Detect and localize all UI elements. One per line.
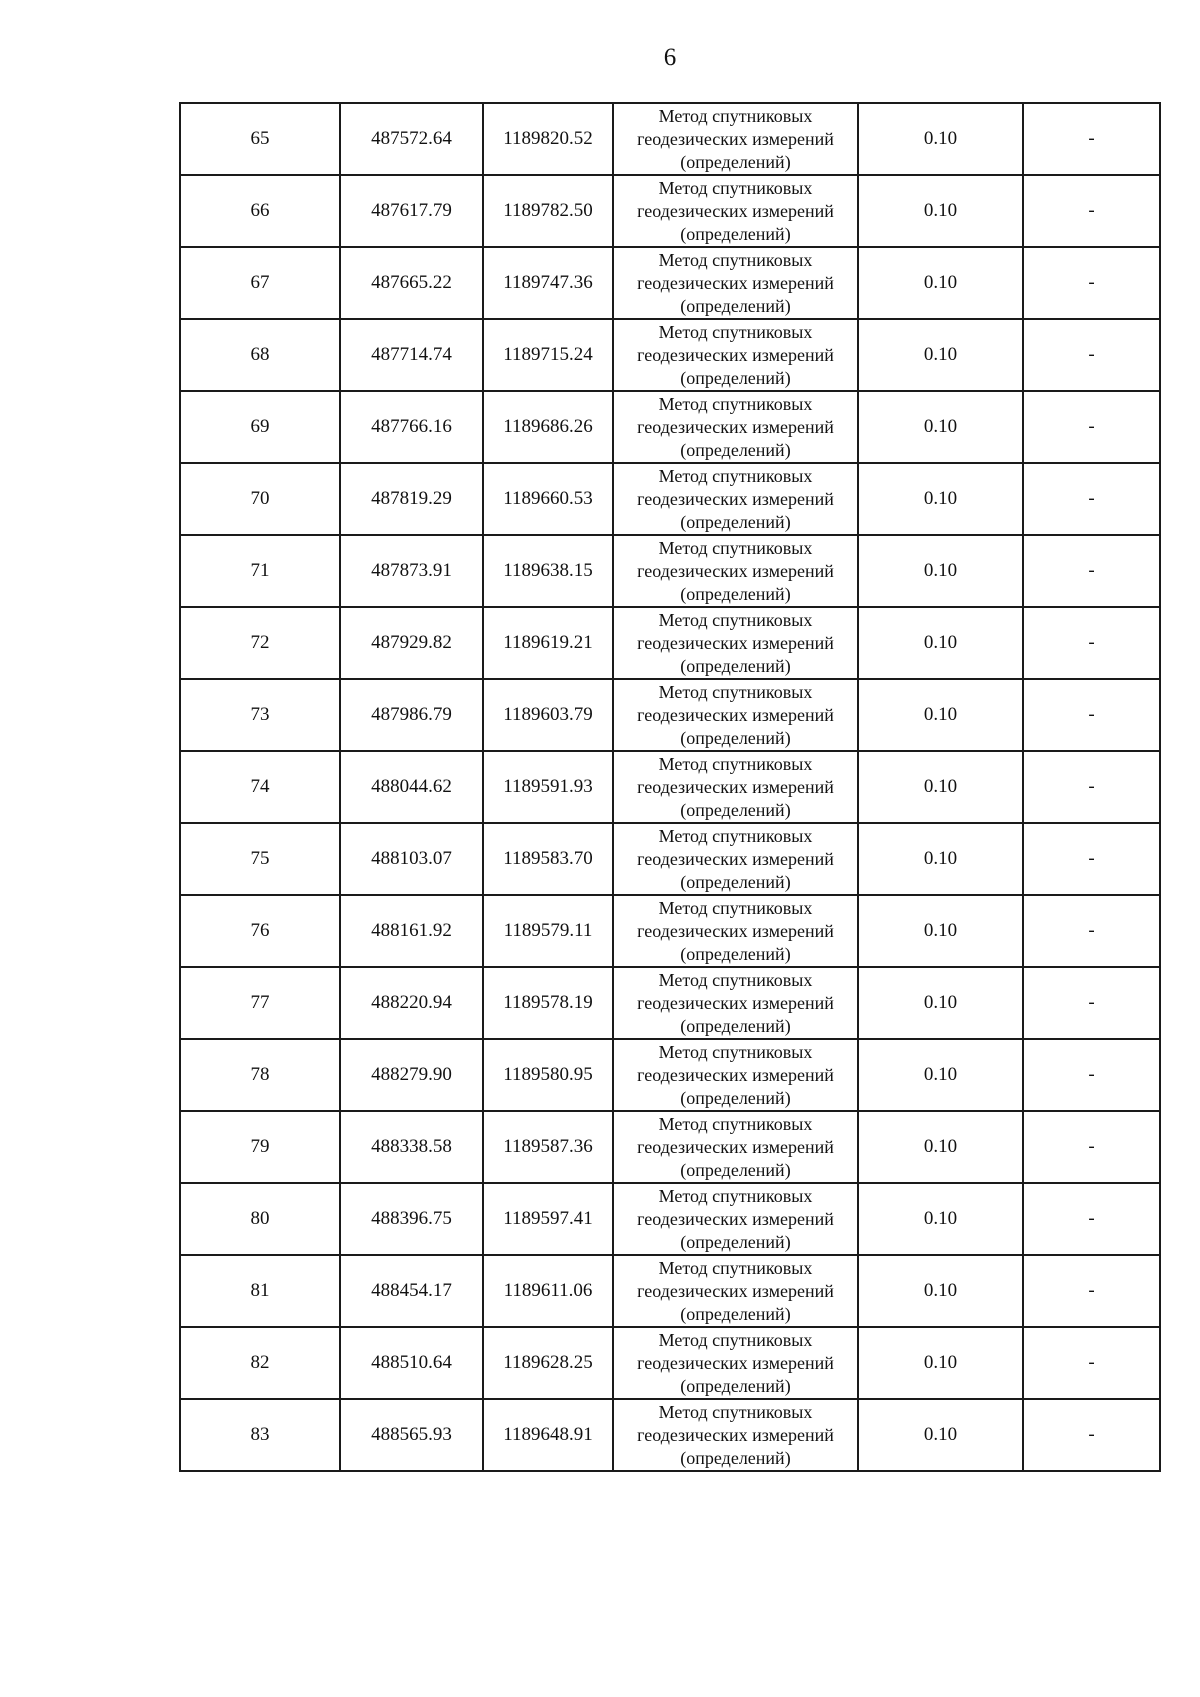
table-row (180, 535, 1160, 607)
x-coordinate-cell: 488161.92 (340, 895, 483, 967)
x-coordinate-cell: 488220.94 (340, 967, 483, 1039)
note-cell: - (1023, 319, 1160, 391)
x-coordinate-cell: 488338.58 (340, 1111, 483, 1183)
accuracy-cell: 0.10 (858, 1255, 1023, 1327)
table-row (180, 463, 1160, 535)
y-coordinate-cell: 1189638.15 (483, 535, 613, 607)
point-number-cell: 77 (180, 967, 340, 1039)
method-cell: Метод спутниковых геодезических измерений (определений) (613, 1399, 858, 1471)
method-cell: Метод спутниковых геодезических измерений (определений) (613, 895, 858, 967)
method-cell: Метод спутниковых геодезических измерений (определений) (613, 679, 858, 751)
y-coordinate-cell: 1189578.19 (483, 967, 613, 1039)
y-coordinate-cell: 1189591.93 (483, 751, 613, 823)
method-cell: Метод спутниковых геодезических измерений (определений) (613, 535, 858, 607)
point-number-cell: 78 (180, 1039, 340, 1111)
table-row (180, 1183, 1160, 1255)
table-row (180, 319, 1160, 391)
table-row (180, 1255, 1160, 1327)
note-cell: - (1023, 679, 1160, 751)
note-cell: - (1023, 895, 1160, 967)
note-cell: - (1023, 103, 1160, 175)
table-row (180, 103, 1160, 175)
point-number-cell: 71 (180, 535, 340, 607)
note-cell: - (1023, 391, 1160, 463)
table-row (180, 895, 1160, 967)
accuracy-cell: 0.10 (858, 967, 1023, 1039)
accuracy-cell: 0.10 (858, 175, 1023, 247)
point-number-cell: 82 (180, 1327, 340, 1399)
table-row (180, 1327, 1160, 1399)
y-coordinate-cell: 1189583.70 (483, 823, 613, 895)
x-coordinate-cell: 488454.17 (340, 1255, 483, 1327)
accuracy-cell: 0.10 (858, 1399, 1023, 1471)
note-cell: - (1023, 247, 1160, 319)
point-number-cell: 72 (180, 607, 340, 679)
note-cell: - (1023, 607, 1160, 679)
accuracy-cell: 0.10 (858, 391, 1023, 463)
y-coordinate-cell: 1189782.50 (483, 175, 613, 247)
x-coordinate-cell: 487819.29 (340, 463, 483, 535)
method-cell: Метод спутниковых геодезических измерений (определений) (613, 1183, 858, 1255)
y-coordinate-cell: 1189587.36 (483, 1111, 613, 1183)
table-row (180, 391, 1160, 463)
point-number-cell: 67 (180, 247, 340, 319)
x-coordinate-cell: 488510.64 (340, 1327, 483, 1399)
accuracy-cell: 0.10 (858, 823, 1023, 895)
method-cell: Метод спутниковых геодезических измерений (определений) (613, 967, 858, 1039)
method-cell: Метод спутниковых геодезических измерений (определений) (613, 751, 858, 823)
table-row (180, 1039, 1160, 1111)
accuracy-cell: 0.10 (858, 103, 1023, 175)
accuracy-cell: 0.10 (858, 535, 1023, 607)
point-number-cell: 75 (180, 823, 340, 895)
y-coordinate-cell: 1189619.21 (483, 607, 613, 679)
accuracy-cell: 0.10 (858, 247, 1023, 319)
y-coordinate-cell: 1189579.11 (483, 895, 613, 967)
point-number-cell: 79 (180, 1111, 340, 1183)
note-cell: - (1023, 967, 1160, 1039)
table-row (180, 1111, 1160, 1183)
note-cell: - (1023, 535, 1160, 607)
y-coordinate-cell: 1189580.95 (483, 1039, 613, 1111)
note-cell: - (1023, 1255, 1160, 1327)
note-cell: - (1023, 1111, 1160, 1183)
method-cell: Метод спутниковых геодезических измерений (определений) (613, 823, 858, 895)
point-number-cell: 74 (180, 751, 340, 823)
accuracy-cell: 0.10 (858, 319, 1023, 391)
note-cell: - (1023, 751, 1160, 823)
method-cell: Метод спутниковых геодезических измерений (определений) (613, 247, 858, 319)
accuracy-cell: 0.10 (858, 1039, 1023, 1111)
table-row (180, 967, 1160, 1039)
point-number-cell: 68 (180, 319, 340, 391)
table-row (180, 247, 1160, 319)
method-cell: Метод спутниковых геодезических измерений (определений) (613, 463, 858, 535)
y-coordinate-cell: 1189686.26 (483, 391, 613, 463)
y-coordinate-cell: 1189660.53 (483, 463, 613, 535)
point-number-cell: 73 (180, 679, 340, 751)
y-coordinate-cell: 1189715.24 (483, 319, 613, 391)
method-cell: Метод спутниковых геодезических измерений (определений) (613, 319, 858, 391)
point-number-cell: 65 (180, 103, 340, 175)
y-coordinate-cell: 1189597.41 (483, 1183, 613, 1255)
accuracy-cell: 0.10 (858, 1183, 1023, 1255)
x-coordinate-cell: 487766.16 (340, 391, 483, 463)
point-number-cell: 80 (180, 1183, 340, 1255)
note-cell: - (1023, 1327, 1160, 1399)
x-coordinate-cell: 488279.90 (340, 1039, 483, 1111)
note-cell: - (1023, 823, 1160, 895)
x-coordinate-cell: 487665.22 (340, 247, 483, 319)
x-coordinate-cell: 487986.79 (340, 679, 483, 751)
x-coordinate-cell: 488044.62 (340, 751, 483, 823)
method-cell: Метод спутниковых геодезических измерений (определений) (613, 391, 858, 463)
y-coordinate-cell: 1189611.06 (483, 1255, 613, 1327)
y-coordinate-cell: 1189747.36 (483, 247, 613, 319)
coordinates-table (179, 102, 1161, 1472)
x-coordinate-cell: 487873.91 (340, 535, 483, 607)
y-coordinate-cell: 1189628.25 (483, 1327, 613, 1399)
x-coordinate-cell: 488103.07 (340, 823, 483, 895)
x-coordinate-cell: 488565.93 (340, 1399, 483, 1471)
accuracy-cell: 0.10 (858, 895, 1023, 967)
accuracy-cell: 0.10 (858, 1327, 1023, 1399)
note-cell: - (1023, 1039, 1160, 1111)
table-row (180, 679, 1160, 751)
table-row (180, 175, 1160, 247)
accuracy-cell: 0.10 (858, 679, 1023, 751)
method-cell: Метод спутниковых геодезических измерений (определений) (613, 1327, 858, 1399)
x-coordinate-cell: 487617.79 (340, 175, 483, 247)
y-coordinate-cell: 1189603.79 (483, 679, 613, 751)
method-cell: Метод спутниковых геодезических измерений (определений) (613, 1111, 858, 1183)
method-cell: Метод спутниковых геодезических измерений (определений) (613, 1039, 858, 1111)
x-coordinate-cell: 488396.75 (340, 1183, 483, 1255)
note-cell: - (1023, 463, 1160, 535)
accuracy-cell: 0.10 (858, 463, 1023, 535)
y-coordinate-cell: 1189820.52 (483, 103, 613, 175)
x-coordinate-cell: 487714.74 (340, 319, 483, 391)
point-number-cell: 81 (180, 1255, 340, 1327)
point-number-cell: 76 (180, 895, 340, 967)
point-number-cell: 70 (180, 463, 340, 535)
table-row (180, 1399, 1160, 1471)
point-number-cell: 69 (180, 391, 340, 463)
x-coordinate-cell: 487929.82 (340, 607, 483, 679)
note-cell: - (1023, 1183, 1160, 1255)
method-cell: Метод спутниковых геодезических измерений (определений) (613, 1255, 858, 1327)
table-row (180, 751, 1160, 823)
y-coordinate-cell: 1189648.91 (483, 1399, 613, 1471)
note-cell: - (1023, 1399, 1160, 1471)
x-coordinate-cell: 487572.64 (340, 103, 483, 175)
point-number-cell: 66 (180, 175, 340, 247)
coordinates-table-body (180, 103, 1160, 1471)
table-row (180, 607, 1160, 679)
accuracy-cell: 0.10 (858, 751, 1023, 823)
accuracy-cell: 0.10 (858, 607, 1023, 679)
point-number-cell: 83 (180, 1399, 340, 1471)
method-cell: Метод спутниковых геодезических измерений (определений) (613, 103, 858, 175)
method-cell: Метод спутниковых геодезических измерений (определений) (613, 607, 858, 679)
page-number: 6 (663, 44, 677, 71)
accuracy-cell: 0.10 (858, 1111, 1023, 1183)
note-cell: - (1023, 175, 1160, 247)
table-row (180, 823, 1160, 895)
method-cell: Метод спутниковых геодезических измерений (определений) (613, 175, 858, 247)
